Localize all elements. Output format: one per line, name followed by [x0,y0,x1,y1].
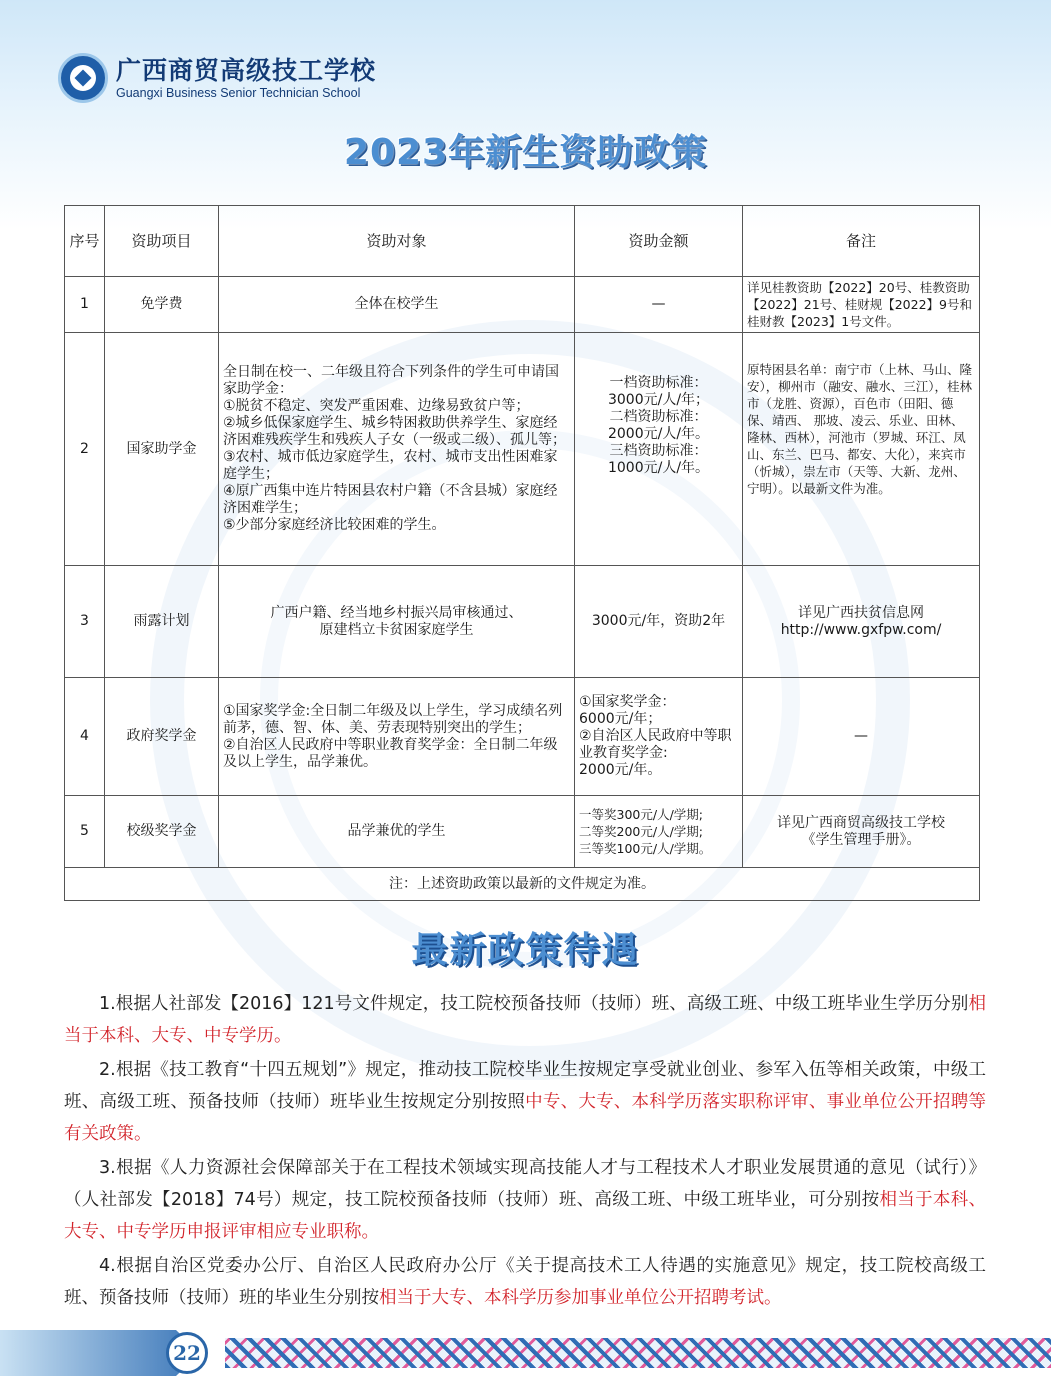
aid-policy-table [64,205,980,901]
policy-paragraph: 2.根据《技工教育“十四五规划”》规定，推动技工院校毕业生按规定享受就业创业、参军入伍等相关政策，中级工班、高级工班、预备技师（技师）班毕业生按规定分别按照中专、大专、本科学历落实职称评审、事业单位公开招聘等有关政策。 [64,1060,987,1144]
row-amount: — [575,277,743,333]
row-remark: 详见广西扶贫信息网 http://www.gxfpw.com/ [743,566,980,678]
table-row [65,333,980,566]
row-target: ①国家奖学金:全日制二年级及以上学生，学习成绩名列前茅，德、智、体、美、劳表现特别突出的学生； ②自治区人民政府中等职业教育奖学金：全日制二年级及以上学生，品学兼优。 [219,678,575,796]
table-row [65,277,980,333]
row-no: 4 [65,678,105,796]
section-title: 最新政策待遇 [411,930,640,971]
table-note: 注：上述资助政策以最新的文件规定为准。 [65,868,980,901]
table-header-row [65,206,980,277]
table-row [65,678,980,796]
row-target: 全体在校学生 [219,277,575,333]
policy-paragraph: 3.根据《人力资源社会保障部关于在工程技术领域实现高技能人才与工程技术人才职业发展贯通的意见（试行）》（人社部发【2018】74号）规定，技工院校预备技师（技师）班、高级工班、中级工班毕业，可分别按相当于本科、大专、中专学历申报评审相应专业职称。 [64,1158,987,1242]
col-header-no: 序号 [65,206,105,277]
row-amount: 一等奖300元/人/学期; 二等奖200元/人/学期; 三等奖100元/人/学期。 [575,796,743,868]
row-no: 2 [65,333,105,566]
row-item: 免学费 [105,277,219,333]
row-target: 全日制在校一、二年级且符合下列条件的学生可申请国家助学金： ①脱贫不稳定、突发严重困难、边缘易致贫户等； ②城乡低保家庭学生、城乡特困救助供养学生、家庭经济困难残疾学生和残疾人子女（一级或二级）、孤儿等； ③农村、城市低边家庭学生，农村、城市支出性困难家庭学生； ④原广西集中连片特困县农村户籍（不含县城）家庭经济困难学生； ⑤少部分家庭经济比较困难的学生。 [219,333,575,566]
table-row [65,566,980,678]
row-item: 校级奖学金 [105,796,219,868]
row-amount: ①国家奖学金： 6000元/年； ②自治区人民政府中等职业教育奖学金: 2000元/年。 [575,678,743,796]
policy-paragraphs [64,988,986,1316]
row-remark: 原特困县名单：南宁市（上林、马山、隆安），柳州市（融安、融水、三江），桂林市（龙胜、资源），百色市（田阳、德保、靖西、 那坡、凌云、乐业、田林、隆林、西林），河池市（罗城、环江、凤山、东兰、巴马、都安、大化），来宾市（忻城），崇左市（天等、大新、龙州、宁明）。以最新文件为准。 [743,333,980,566]
row-item: 政府奖学金 [105,678,219,796]
policy-paragraph: 4.根据自治区党委办公厅、自治区人民政府办公厅《关于提高技术工人待遇的实施意见》规定，技工院校高级工班、预备技师（技师）班的毕业生分别按相当于大专、本科学历参加事业单位公开招聘考试。 [64,1256,986,1308]
page-footer [0,1330,1051,1376]
col-header-item: 资助项目 [105,206,219,277]
page-number: 22 [166,1332,208,1374]
policy-paragraph: 1.根据人社部发【2016】121号文件规定，技工院校预备技师（技师）班、高级工班、中级工班毕业生学历分别相当于本科、大专、中专学历。 [64,994,986,1046]
row-no: 5 [65,796,105,868]
row-amount: 3000元/年，资助2年 [575,566,743,678]
school-header [58,50,376,106]
highlight-text: 相当于大专、本科学历参加事业单位公开招聘考试。 [379,1288,782,1308]
highlight-text: 相当于本科、大专、中专学历。 [64,994,986,1046]
school-emblem-icon [58,53,108,103]
col-header-amount: 资助金额 [575,206,743,277]
row-no: 3 [65,566,105,678]
page-title: 2023年新生资助政策 [343,132,708,173]
row-remark: 详见广西商贸高级技工学校 《学生管理手册》。 [743,796,980,868]
row-item: 国家助学金 [105,333,219,566]
table-row [65,796,980,868]
row-amount: 一档资助标准： 3000元/人/年； 二档资助标准： 2000元/人/年。 三档资助标准： 1000元/人/年。 [575,333,743,566]
school-names [116,56,376,100]
row-item: 雨露计划 [105,566,219,678]
row-target: 品学兼优的学生 [219,796,575,868]
header-background [0,0,1051,230]
footer-ethnic-pattern [225,1338,1051,1368]
row-target: 广西户籍、经当地乡村振兴局审核通过、 原建档立卡贫困家庭学生 [219,566,575,678]
school-name-cn: 广西商贸高级技工学校 [116,56,377,85]
row-no: 1 [65,277,105,333]
table-note-row [65,868,980,901]
school-name-en: Guangxi Business Senior Technician School [116,86,361,100]
col-header-target: 资助对象 [219,206,575,277]
highlight-text: 相当于本科、大专、中专学历申报评审相应专业职称。 [64,1190,987,1242]
highlight-text: 中专、大专、本科学历落实职称评审、事业单位公开招聘等有关政策。 [64,1092,987,1144]
row-remark: — [743,678,980,796]
col-header-remark: 备注 [743,206,980,277]
row-remark: 详见桂教资助【2022】20号、桂教资助【2022】21号、桂财规【2022】9号和桂财教【2023】1号文件。 [743,277,980,333]
